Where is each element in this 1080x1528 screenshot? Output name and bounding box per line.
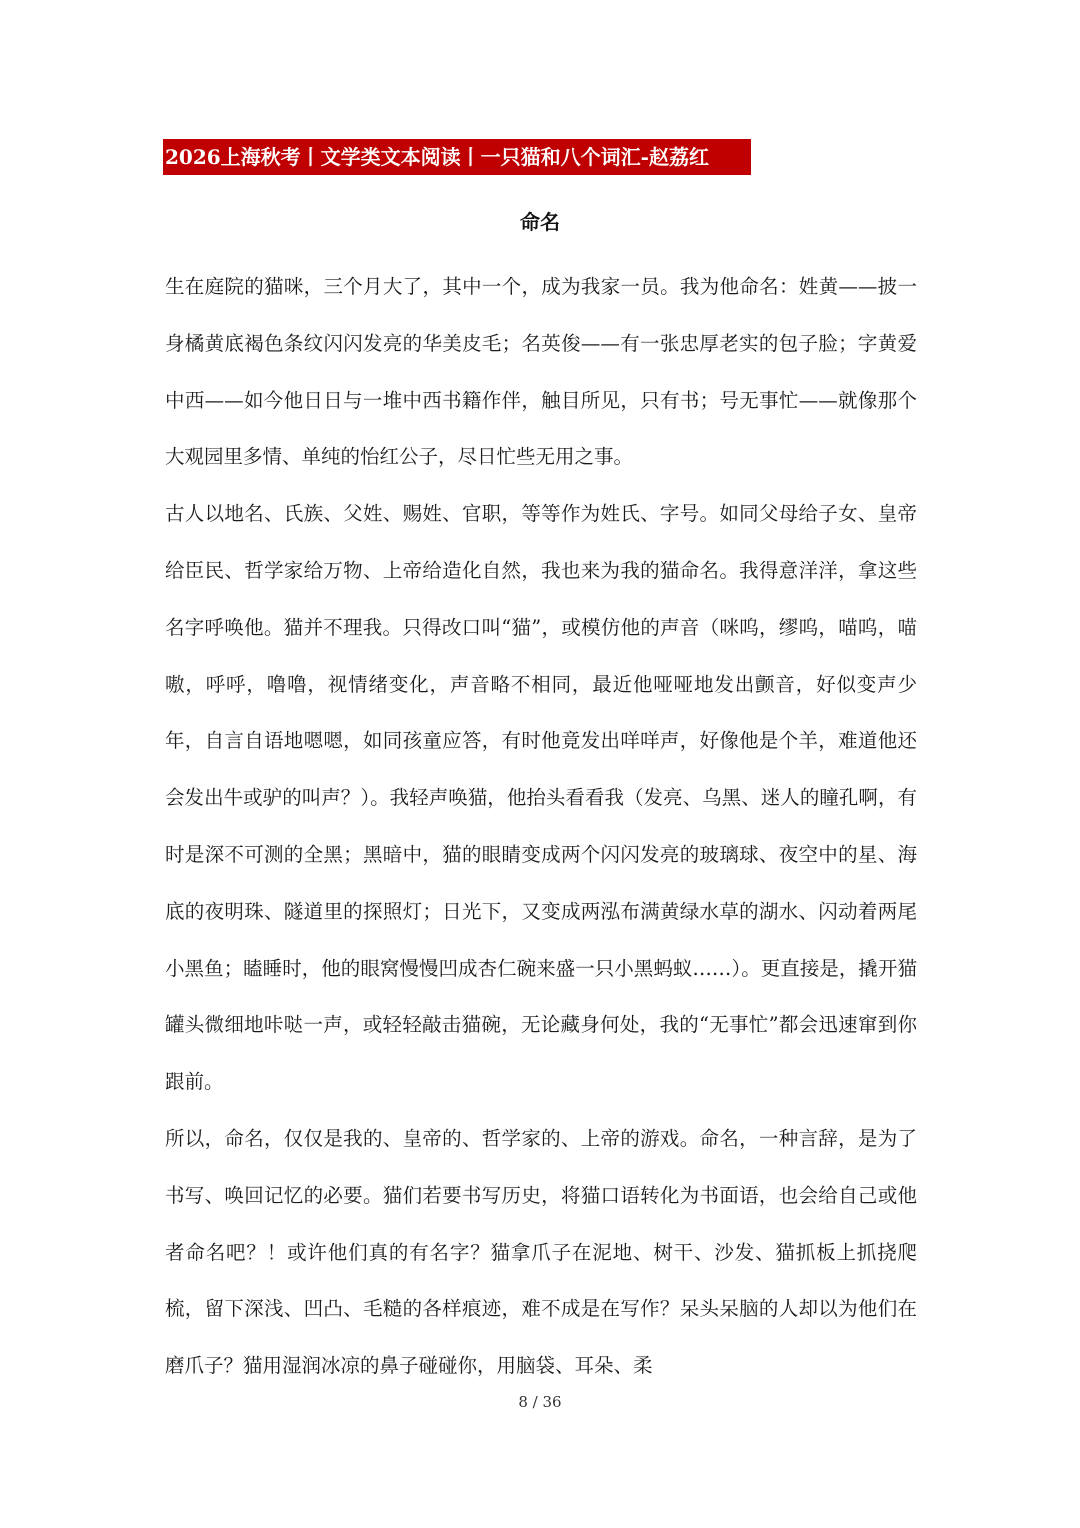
section-title: 命名 xyxy=(520,210,560,234)
paragraph: 生在庭院的猫咪，三个月大了，其中一个，成为我家一员。我为他命名：姓黄——披一身橘黄底褐色条纹闪闪发亮的华美皮毛；名英俊——有一张忠厚老实的包子脸；字黄爱中西——如今他日日与一堆中西书籍作伴，触目所见，只有书；号无事忙——就像那个大观园里多情、单纯的怡红公子，尽日忙些无用之事。 xyxy=(165,275,917,469)
paragraph: 古人以地名、氏族、父姓、赐姓、官职，等等作为姓氏、字号。如同父母给子女、皇帝给臣民、哲学家给万物、上帝给造化自然，我也来为我的猫命名。我得意洋洋，拿这些名字呼唤他。猫并不理我。只得改口叫“猫”，或模仿他的声音（咪呜，缪呜，喵呜，喵嗷，呼呼，噜噜，视情绪变化，声音略不相同，最近他哑哑地发出颤音，好似变声少年，自言自语地嗯嗯，如同孩童应答，有时他竟发出咩咩声，好像他是个羊，难道他还会发出牛或驴的叫声？）。我轻声唤猫，他抬头看看我（发亮、乌黑、迷人的瞳孔啊，有时是深不可测的全黑；黑暗中，猫的眼睛变成两个闪闪发亮的玻璃球、夜空中的星、海底的夜明珠、隧道里的探照灯；日光下，又变成两泓布满黄绿水草的湖水、闪动着两尾小黑鱼；瞌睡时，他的眼窝慢慢凹成杏仁碗来盛一只小黑蚂蚁……）。更直接是，撬开猫罐头微细地咔哒一声，或轻轻敲击猫碗，无论藏身何处，我的“无事忙”都会迅速窜到你跟前。 xyxy=(165,502,917,1094)
title-banner: 2026上海秋考丨文学类文本阅读丨一只猫和八个词汇-赵荔红 xyxy=(163,139,751,175)
page-number: 8 / 36 xyxy=(518,1393,562,1411)
body-text xyxy=(165,259,917,1395)
paragraph: 所以，命名，仅仅是我的、皇帝的、哲学家的、上帝的游戏。命名，一种言辞，是为了书写、唤回记忆的必要。猫们若要书写历史，将猫口语转化为书面语，也会给自己或他者命名吧？！或许他们真的有名字？猫拿爪子在泥地、树干、沙发、猫抓板上抓挠爬梳，留下深浅、凹凸、毛糙的各样痕迹，难不成是在写作？呆头呆脑的人却以为他们在磨爪子？猫用湿润冰凉的鼻子碰碰你，用脑袋、耳朵、柔 xyxy=(165,1126,917,1378)
